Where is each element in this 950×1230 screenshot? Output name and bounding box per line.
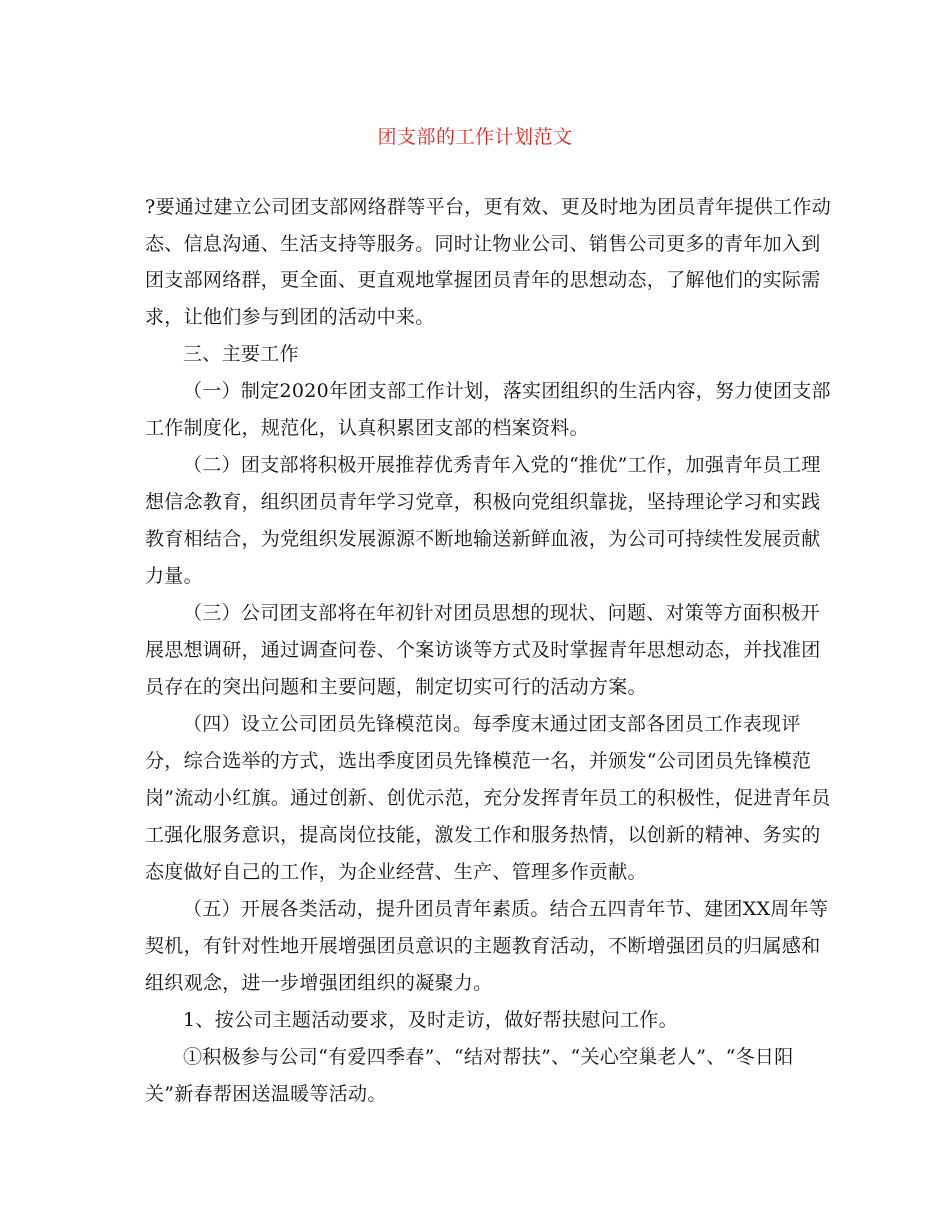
- document-title: 团支部的工作计划范文: [377, 126, 573, 148]
- paragraph-line: 员存在的突出问题和主要问题，制定切实可行的活动方案。: [145, 676, 647, 698]
- paragraph-line: 工强化服务意识，提高岗位技能，激发工作和服务热情，以创新的精神、务实的: [145, 824, 821, 846]
- paragraph-line: 教育相结合，为党组织发展源源不断地输送新鲜血液，为公司可持续性发展贡献: [145, 528, 821, 550]
- paragraph-line: 组织观念，进一步增强团组织的凝聚力。: [145, 972, 493, 994]
- section-heading: 三、主要工作: [183, 343, 299, 365]
- list-item: 1、按公司主题活动要求，及时走访，做好帮扶慰问工作。: [183, 1009, 678, 1031]
- paragraph-line: （四）设立公司团员先锋模范岗。每季度末通过团支部各团员工作表现评: [183, 713, 801, 735]
- list-item: ①积极参与公司“有爱四季春”、“结对帮扶”、“关心空巢老人”、“冬日阳: [183, 1046, 794, 1068]
- paragraph-line: （一）制定2020年团支部工作计划，落实团组织的生活内容，努力使团支部: [183, 380, 831, 402]
- paragraph-line: 关”新春帮困送温暖等活动。: [145, 1083, 387, 1105]
- paragraph-line: 求，让他们参与到团的活动中来。: [145, 306, 435, 328]
- paragraph-line: 岗”流动小红旗。通过创新、创优示范，充分发挥青年员工的积极性，促进青年员: [145, 787, 831, 809]
- paragraph-line: ?要通过建立公司团支部网络群等平台，更有效、更及时地为团员青年提供工作动: [145, 196, 831, 218]
- paragraph-line: 态、信息沟通、生活支持等服务。同时让物业公司、销售公司更多的青年加入到: [145, 233, 821, 255]
- paragraph-line: 团支部网络群，更全面、更直观地掌握团员青年的思想动态，了解他们的实际需: [145, 269, 821, 291]
- paragraph-line: （五）开展各类活动，提升团员青年素质。结合五四青年节、建团XX周年等: [183, 898, 829, 920]
- paragraph-line: （二）团支部将积极开展推荐优秀青年入党的“推优”工作，加强青年员工理: [183, 454, 821, 476]
- paragraph-line: 契机，有针对性地开展增强团员意识的主题教育活动，不断增强团员的归属感和: [145, 935, 821, 957]
- paragraph-line: 分，综合选举的方式，选出季度团员先锋模范一名，并颁发“公司团员先锋模范: [145, 750, 812, 772]
- paragraph-line: （三）公司团支部将在年初针对团员思想的现状、问题、对策等方面积极开: [183, 602, 820, 624]
- paragraph-line: 想信念教育，组织团员青年学习党章，积极向党组织靠拢，坚持理论学习和实践: [145, 491, 821, 513]
- paragraph-line: 展思想调研，通过调查问卷、个案访谈等方式及时掌握青年思想动态，并找准团: [145, 639, 821, 661]
- paragraph-line: 态度做好自己的工作，为企业经营、生产、管理多作贡献。: [145, 861, 647, 883]
- paragraph-line: 力量。: [145, 565, 203, 587]
- paragraph-line: 工作制度化，规范化，认真积累团支部的档案资料。: [145, 417, 589, 439]
